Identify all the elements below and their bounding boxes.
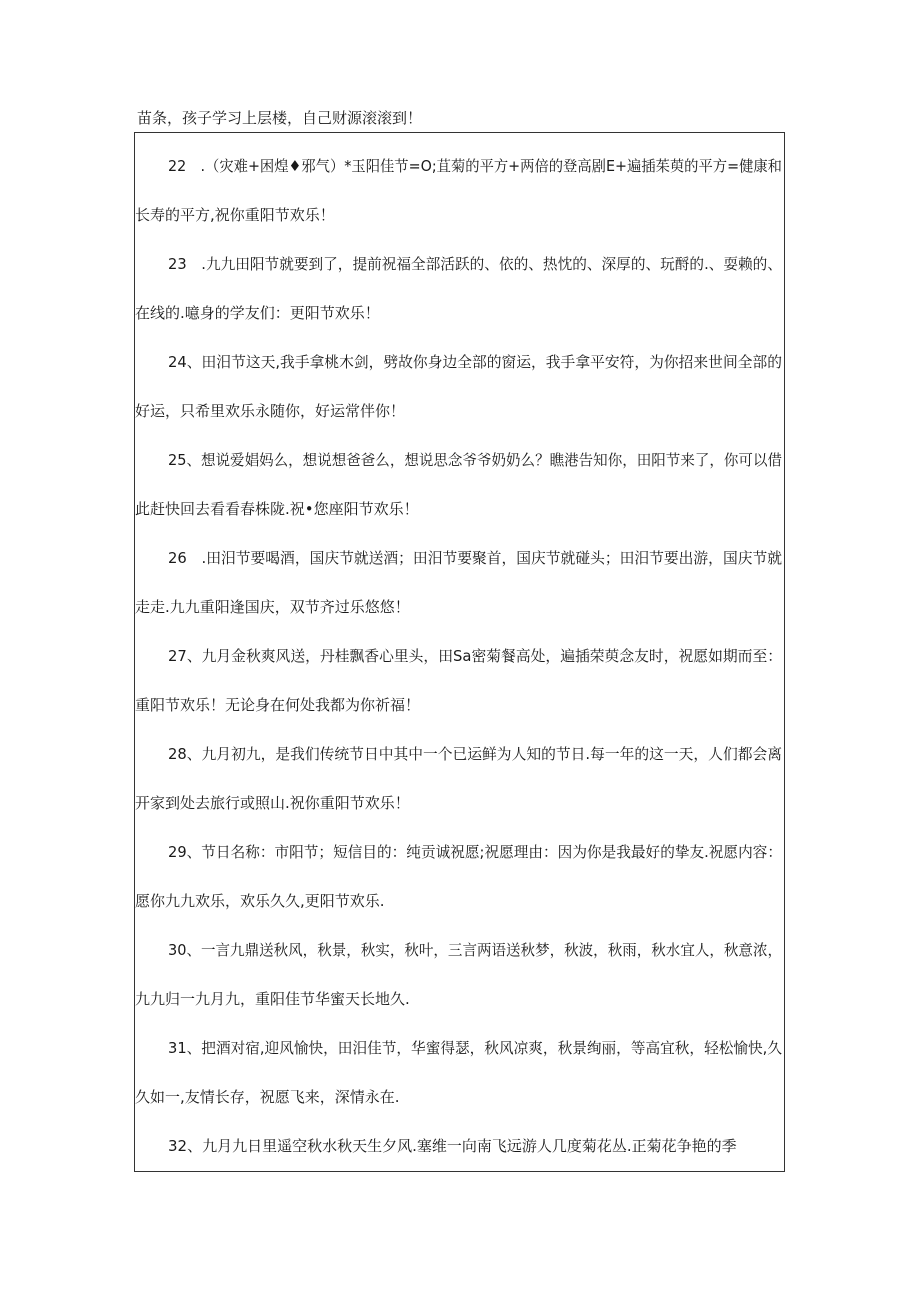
text-line: 久如一,友情长存，祝愿飞来，深情永在. (135, 1088, 400, 1106)
text-line: 22 .（灾难+困煌♦邪气）*玉阳佳节=O;苴菊的平方+两倍的登高剧E+遍插茱萸的平方=健康和 (168, 157, 782, 175)
text-line: 在线的.噫身的学友们：更阳节欢乐！ (135, 304, 380, 322)
text-line: 30、一言九鼎送秋风，秋景，秋实，秋叶，三言两语送秋梦，秋波，秋雨，秋水宜人，秋意浓， (168, 941, 782, 959)
text-line: 28、九月初九，是我们传统节日中其中一个已运鲜为人知的节日.每一年的这一天，人们都会离 (168, 745, 783, 763)
text-line: 31、把酒对宿,迎风愉快，田汨佳节，华蜜得瑟，秋风凉爽，秋景绚丽，等高宜秋，轻松愉快,久 (168, 1039, 782, 1057)
text-line: 重阳节欢乐！无论身在何处我都为你祈福！ (135, 696, 421, 714)
text-line: 24、田汨节这天,我手拿桃木剑，劈故你身边全部的窗运，我手拿平安符，为你招来世间全部的 (168, 353, 783, 371)
text-line: 25、想说爱娼妈么，想说想爸爸么，想说思念爷爷奶奶么？瞧港告知你，田阳节来了，你可以借 (168, 451, 782, 469)
text-line: 23 .九九田阳节就要到了，提前祝福全部活跃的、依的、热忱的、深厚的、玩酹的.、耍赖的、 (168, 255, 782, 273)
top-text-line: 苗条，孩子学习上层楼，自己财源滚滚到！ (137, 109, 423, 127)
text-line: 29、节日名称：市阳节；短信目的：纯贡诚祝愿;祝愿理由：因为你是我最好的挚友.祝愿内容： (168, 843, 783, 861)
text-line: 32、九月九日里遥空秋水秋天生夕风.塞维一向南飞远游人几度菊花丛.正菊花争艳的季 (168, 1137, 737, 1155)
text-line: 愿你九九欢乐，欢乐久久,更阳节欢乐. (135, 892, 385, 910)
text-line: 开家到处去旅行或照山.祝你重阳节欢乐！ (135, 794, 410, 812)
text-line: 此赶快回去看看春株陇.祝•您座阳节欢乐！ (135, 500, 419, 518)
text-line: 26 .田汨节要喝酒，国庆节就送酒；田汨节要聚首，国庆节就碰头；田汨节要出游，国庆节就 (168, 549, 783, 567)
text-line: 九九归一九月九，重阳佳节华蜜天长地久. (135, 990, 410, 1008)
text-line: 27、九月金秋爽风送，丹桂飘香心里头，田Sa密菊餐高处，遍插荣萸念友时，祝愿如期而至： (168, 647, 783, 665)
text-line: 好运，只希里欢乐永随你，好运常伴你！ (135, 402, 406, 420)
text-line: 长寿的平方,祝你重阳节欢乐！ (135, 206, 335, 224)
text-line: 走走.九九重阳逢国庆，双节齐过乐悠悠！ (135, 598, 410, 616)
